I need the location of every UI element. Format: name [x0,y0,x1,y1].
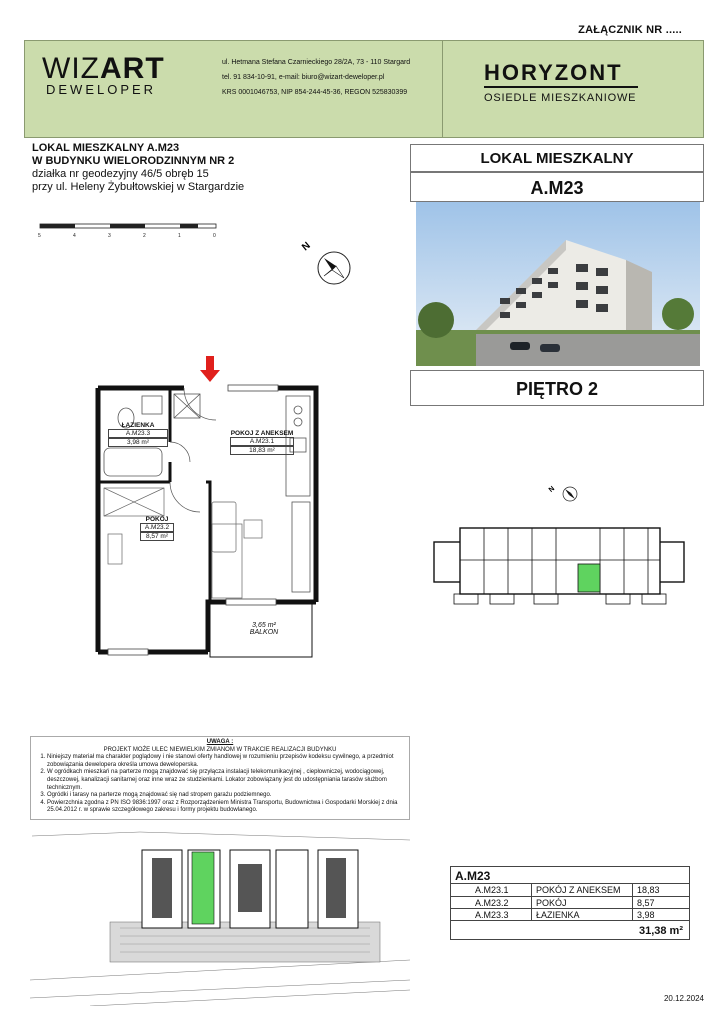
scale-tick-label: 0 [213,233,216,239]
unit-info-line2: W BUDYNKU WIELORODZINNYM NR 2 [32,155,235,167]
notes-box [30,736,410,820]
unit-info-line1: LOKAL MIESZKALNY A.M23 [32,142,180,154]
floor-plan [94,352,326,662]
estate-name: HORYZONT [484,60,623,85]
building-render-image [416,202,700,366]
developer-logo-sub: DEWELOPER [46,82,157,97]
panel-title: LOKAL MIESZKALNY [410,144,704,172]
table-row: A.M23.3 ŁAZIENKA 3,98 [450,908,690,920]
note-item: 2. W ogródkach mieszkań na parterze mogą znajdować się przyłącza instalacji telekomunikacyjnej , ciepłowniczej, wodociągowej, deszczowej, kanalizacji sanitarnej oraz inne wraz ze studzienkami. Lokator zobowiązany jest do udostępniania tarasów służbom technicznym. [47,769,403,792]
estate-subtitle: OSIEDLE MIESZKANIOWE [484,92,637,104]
room-label-room: POKÓJ A.M23.2 8,57 m² [140,516,174,541]
note-item: 4. Powierzchnia zgodna z PN ISO 9836:1997 oraz z Rozporządzeniem Ministra Transportu, Budownictwa i Gospodarki Morskiej z dnia 25.04.2012 r. w sprawie szczegółowego zakresu i formy projektu budowlanego. [47,800,403,815]
scale-bar [36,222,226,244]
contact-line: tel. 91 834-10-91, e-mail: biuro@wizart-deweloper.pl [222,74,385,81]
notes-subtitle: PROJEKT MOŻE ULEC NIEWIELKIM ZMIANOM W TRAKCIE REALIZACJI BUDYNKU [103,746,337,753]
floor-key-plan [424,478,694,622]
note-item: 1. Niniejszy materiał ma charakter poglądowy i nie stanowi oferty handlowej w rozumieniu przepisów kodeksu cywilnego, a przedmiot zobowiązania dewelopera określa umowa deweloperska. [47,754,403,769]
scale-tick-label: 1 [178,233,181,239]
highlighted-unit [578,564,600,592]
header-divider [442,40,443,138]
table-row: A.M23.2 POKÓJ 8,57 [450,896,690,908]
site-map [30,830,410,1012]
unit-info [32,142,244,194]
note-item: 3. Ogródki i tarasy na parterze mogą znajdować się nad stropem garażu podziemnego. [47,792,403,800]
panel-unit-code: A.M23 [410,172,704,202]
panel-floor: PIĘTRO 2 [410,370,704,406]
table-row: A.M23.1 POKÓJ Z ANEKSEM 18,83 [450,884,690,896]
attachment-label: ZAŁĄCZNIK NR ..... [578,24,682,36]
developer-contact [222,55,410,100]
address-line: ul. Hetmana Stefana Czarnieckiego 28/2A, 73 - 110 Stargard [222,59,411,66]
document-date: 20.12.2024 [663,994,704,1003]
unit-info-line4: przy ul. Heleny Żybułtowskiej w Stargardzie [32,181,245,193]
scale-tick-label: 5 [38,233,41,239]
scale-tick-label: 3 [108,233,111,239]
unit-info-line3: działka nr geodezyjny 46/5 obręb 15 [32,168,209,180]
registry-line: KRS 0001046753, NIP 854-244-45-36, REGON 525830399 [222,89,408,96]
room-label-bathroom: ŁAZIENKA A.M23.3 3,98 m² [108,422,168,447]
notes-title: UWAGA : [206,739,234,745]
area-table [450,866,690,940]
key-plan-compass-icon [548,485,577,501]
estate-underline [484,86,638,88]
svg-text:N: N [547,485,557,494]
area-table-total: 31,38 m² [450,920,690,940]
developer-logo: WIZART [42,52,165,85]
north-label: N [300,240,313,254]
north-compass-icon [296,236,360,296]
area-table-header: A.M23 [450,866,690,884]
scale-tick-label: 2 [143,233,146,239]
site-highlighted-building [192,852,214,924]
scale-tick-label: 4 [73,233,76,239]
room-label-living-kitchen: POKÓJ Z ANEKSEM A.M23.1 18,83 m² [230,430,294,454]
room-label-balcony: 3,65 m² BALKON [249,622,279,636]
entrance-arrow-icon [200,356,220,382]
